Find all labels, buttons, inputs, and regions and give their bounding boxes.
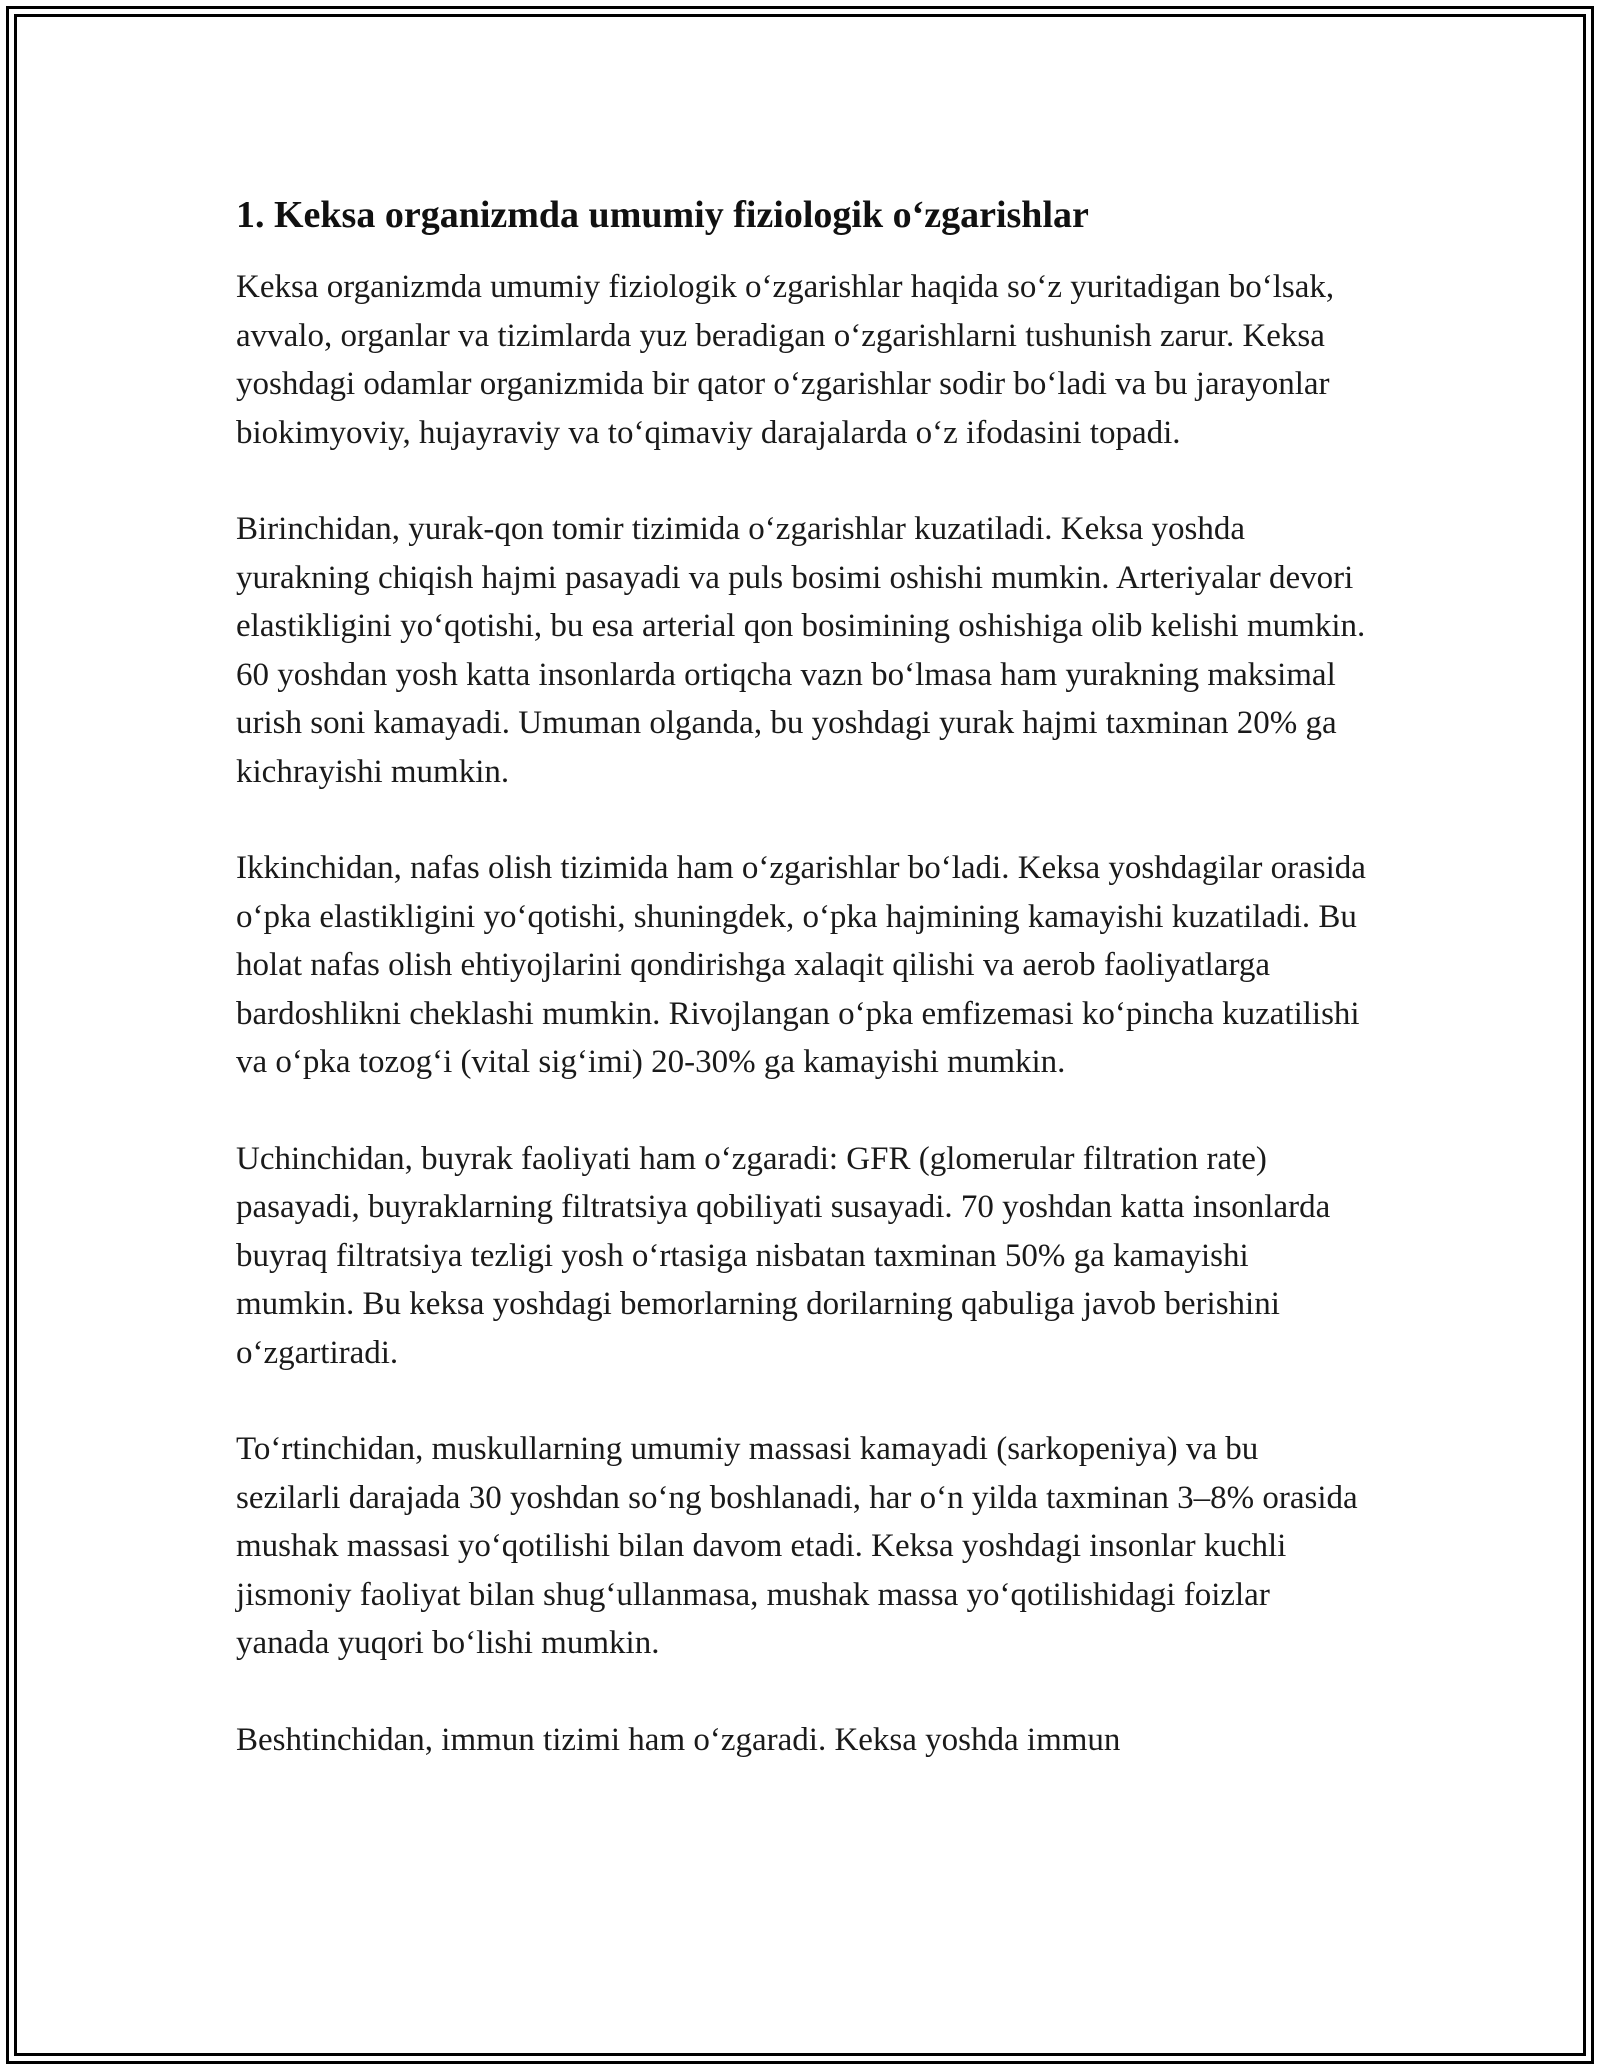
paragraph-muscular: To‘rtinchidan, muskullarning umumiy massasi kamayadi (sarkopeniya) va bu sezilarli darajada 30 yoshdan so‘ng boshlanadi, har o‘n yilda taxminan 3–8% orasida mushak massasi yo‘qotilishi bilan davom etadi. Keksa yoshdagi insonlar kuchli jismoniy faoliyat bilan shug‘ullanmasa, mushak massa yo‘qotilishidagi foizlar yanada yuqori bo‘lishi mumkin.: [236, 1431, 1358, 1661]
paragraph-immune: Beshtinchidan, immun tizimi ham o‘zgaradi. Keksa yoshda immun: [236, 1721, 1121, 1758]
paragraph-respiratory: Ikkinchidan, nafas olish tizimida ham o‘zgarishlar bo‘ladi. Keksa yoshdagilar orasida o‘pka elastikligini yo‘qotishi, shuningdek, o‘pka hajmining kamayishi kuzatiladi. Bu holat nafas olish ehtiyojlarini qondirishga xalaqit qilishi va aerob faoliyatlarga bardoshlikni cheklashi mumkin. Rivojlangan o‘pka emfizemasi ko‘pincha kuzatilishi va o‘pka tozog‘i (vital sig‘imi) 20-30% ga kamayishi mumkin.: [236, 850, 1366, 1080]
paragraph-cardiovascular: Birinchidan, yurak-qon tomir tizimida o‘zgarishlar kuzatiladi. Keksa yoshda yurakning chiqish hajmi pasayadi va puls bosimi oshishi mumkin. Arteriyalar devori elastikligini yo‘qotishi, bu esa arterial qon bosimining oshishiga olib kelishi mumkin. 60 yoshdan yosh katta insonlarda ortiqcha vazn bo‘lmasa ham yurakning maksimal urish soni kamayadi. Umuman olganda, bu yoshdagi yurak hajmi taxminan 20% ga kichrayishi mumkin.: [236, 511, 1366, 790]
section-title: 1. Keksa organizmda umumiy fiziologik o‘zgarishlar: [236, 194, 1089, 236]
document-body: [236, 187, 1366, 1764]
paragraph-renal: Uchinchidan, buyrak faoliyati ham o‘zgaradi: GFR (glomerular filtration rate) pasayadi, buyraklarning filtratsiya qobiliyati susayadi. 70 yoshdan katta insonlarda buyraq filtratsiya tezligi yosh o‘rtasiga nisbatan taxminan 50% ga kamayishi mumkin. Bu keksa yoshdagi bemorlarning dorilarning qabuliga javob berishini o‘zgartiradi.: [236, 1140, 1331, 1371]
paragraph-intro: Keksa organizmda umumiy fiziologik o‘zgarishlar haqida so‘z yuritadigan bo‘lsak, avvalo, organlar va tizimlarda yuz beradigan o‘zgarishlarni tushunish zarur. Keksa yoshdagi odamlar organizmida bir qator o‘zgarishlar sodir bo‘ladi va bu jarayonlar biokimyoviy, hujayraviy va to‘qimaviy darajalarda o‘z ifodasini topadi.: [236, 269, 1335, 451]
